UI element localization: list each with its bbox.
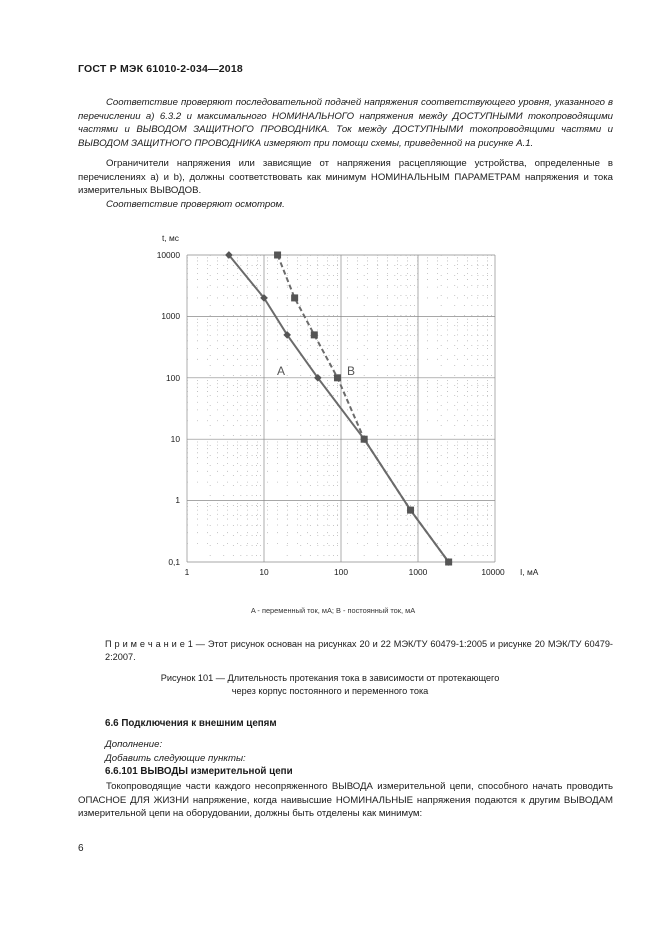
x-tick-label: 1 [184,567,190,577]
limiter-paragraph: Ограничители напряжения или зависящие от напряжения расцепляющие устройства, определенные в перечислениях а) и b), должны соответствовать как минимум НОМИНАЛЬНЫМ ПАРАМЕТРАМ напряжения и тока измерительных ВЫВОДОВ. [78,158,613,197]
page-number: 6 [78,843,84,854]
x-axis-label: I, мА [520,567,539,577]
subsection-heading: 6.6.101 ВЫВОДЫ измерительной цепи [105,766,293,777]
compliance-paragraph-1: Соответствие проверяют последовательной подачей напряжения соответствующего уровня, указанного в перечислении а) 6.3.2 и максимального НОМИНАЛЬНОГО напряжения между ДОСТУПНЫМИ токопроводящими частями и ВЫВОДОМ ЗАЩИТНОГО ПРОВОДНИКА. Ток между ДОСТУПНЫМИ токопроводящими частями и ВЫВОДОМ ЗАЩИТНОГО ПРОВОДНИКА измеряют при помощи схемы, приведенной на рисунке А.1. [78,97,613,149]
series-line-b [278,255,449,562]
data-point-b [291,294,298,301]
y-tick-label: 100 [166,373,180,383]
section-heading: 6.6 Подключения к внешним цепям [105,718,277,729]
y-axis-label: t, мс [162,233,179,243]
data-point-b [311,331,318,338]
y-tick-label: 10000 [156,250,180,260]
y-tick-label: 0,1 [168,557,180,567]
x-tick-label: 10000 [481,567,505,577]
figure-note: П р и м е ч а н и е 1 — Этот рисунок основан на рисунках 20 и 22 МЭК/ТУ 60479-1:2005 и рисунке 20 МЭК/ТУ 60479-2:2007. [105,639,613,662]
figure-caption-line1: Рисунок 101 — Длительность протекания тока в зависимости от протекающего [160,673,500,683]
data-point-b [334,374,341,381]
data-point-b [445,559,452,566]
compliance-paragraph-2: Соответствие проверяют осмотром. [106,199,285,210]
x-tick-label: 1000 [408,567,428,577]
chart-legend: A - переменный ток, мА; B - постоянный ток, мА [250,606,416,615]
curve-a-label: A [277,364,286,378]
figure-caption-line2: через корпус постоянного и переменного тока [231,686,429,696]
x-tick-label: 10 [259,567,269,577]
y-tick-label: 1 [175,495,180,505]
document-header: ГОСТ Р МЭК 61010-2-034—2018 [78,63,243,75]
terminals-paragraph: Токопроводящие части каждого несопряженного ВЫВОДА измерительной цепи, способного начать проводить ОПАСНОЕ ДЛЯ ЖИЗНИ напряжение, когда наивысшие НОМИНАЛЬНЫЕ напряжения подаются к другим ВЫВОДАМ измерительной цепи на оборудовании, должны быть отделены как минимум: [78,781,613,820]
addition-label: Дополнение: [105,739,163,750]
data-point-b [361,436,368,443]
add-points-label: Добавить следующие пункты: [105,753,246,764]
curve-b-label: B [347,364,356,378]
y-tick-label: 10 [170,434,180,444]
data-point-b [274,252,281,259]
x-tick-label: 100 [334,567,348,577]
y-tick-label: 1000 [161,311,180,321]
chart-series [225,251,452,566]
data-point-b [407,507,414,514]
